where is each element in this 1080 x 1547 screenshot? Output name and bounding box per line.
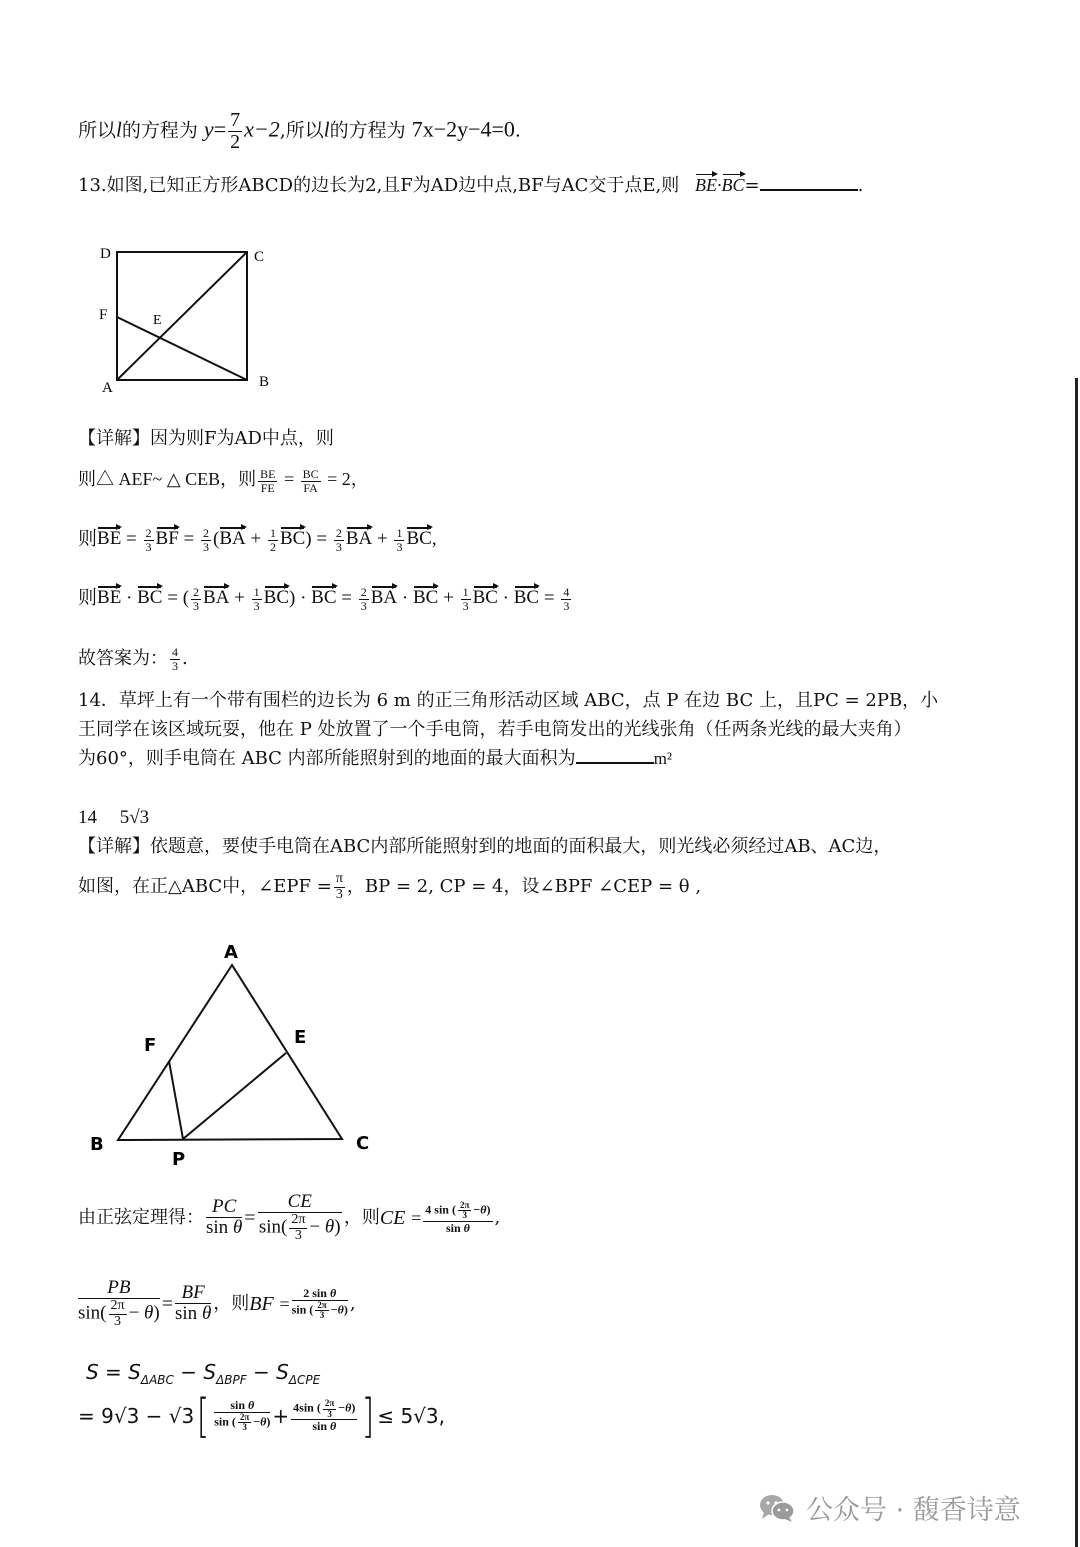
sine-law-line2: PB sin( $\frac{2\pi}{3}$ − θ) = $\frac{BF}{\text{sin θ}}$ ，则 BF = 2 sin θ sin ( $\frac{2\pi}{3}$ −θ) , xyxy=(78,1277,356,1329)
text: . xyxy=(857,175,864,196)
expr: 7x−2y−4=0 xyxy=(411,116,515,142)
question-number: 14 xyxy=(78,807,97,828)
text: 则 xyxy=(78,587,98,609)
question-text: 13.如图,已知正方形ABCD的边长为2,且F为AD边中点,BF与AC交于点E,则 xyxy=(78,175,680,196)
triangle-figure xyxy=(80,930,400,1180)
label-a: A xyxy=(224,942,238,963)
text: 【详解】因为则F为AD中点，则 xyxy=(78,428,334,449)
fraction: $\frac{BC}{FA}$ xyxy=(302,467,319,495)
text: = 2， xyxy=(327,469,369,490)
square-figure xyxy=(90,240,290,400)
question-14-line1 xyxy=(78,692,938,710)
text: 的方程为 xyxy=(329,119,406,142)
text: ≤ 5√3, xyxy=(377,1404,445,1428)
answer-blank xyxy=(576,762,654,764)
question-13 xyxy=(78,176,863,195)
text: 则△ AEF~ △ CEB，则 xyxy=(78,469,257,490)
subscript: ΔABC xyxy=(140,1373,174,1387)
fraction: $\frac{BF}{\text{sin θ}}$ xyxy=(175,1282,212,1325)
question-text: 王同学在该区域玩耍，他在 P 处放置了一个手电筒，若手电筒发出的光线张角（任两条光线的最大夹角） xyxy=(78,719,912,740)
var-y: y xyxy=(203,116,214,142)
solution-13-heading xyxy=(78,430,334,448)
question-14-line3 xyxy=(78,750,672,768)
solution-13-answer xyxy=(78,646,188,672)
prev-solution-line xyxy=(78,110,521,153)
watermark-text: 公众号 · 馥香诗意 xyxy=(806,1495,1021,1526)
solution-14-detail2 xyxy=(78,872,701,902)
var-l: l xyxy=(323,117,330,142)
fraction: 4sin ( $\frac{2\pi}{3}$ −θ) sin θ xyxy=(293,1398,356,1434)
label-c: C xyxy=(356,1133,370,1154)
fraction: $\frac{PC}{\text{sin θ}}$ xyxy=(206,1196,243,1239)
text: 所以 xyxy=(78,119,117,142)
area-line2: = 9√3 − √3 [ sin θ sin ( $\frac{2\pi}{3}$ −θ) + 4sin ( $\frac{2\pi}{3}$ −θ) sin θ ] ≤ 5√3, xyxy=(78,1389,445,1443)
unit: m² xyxy=(653,749,673,768)
var-l: l xyxy=(116,117,122,142)
fraction: $\frac{7}{2}$ xyxy=(230,109,241,153)
eq: = xyxy=(213,116,227,142)
question-14-line2 xyxy=(78,721,912,739)
text: ，则 xyxy=(213,1292,250,1314)
page-edge-line xyxy=(1075,378,1078,1547)
wechat-icon xyxy=(758,1493,796,1523)
fraction: $\frac{\pi}{3}$ xyxy=(335,871,343,902)
label-e: E xyxy=(153,313,162,328)
label-f: F xyxy=(99,307,108,323)
fraction: PB sin( $\frac{2\pi}{3}$ − θ) xyxy=(78,1277,160,1329)
vector-be: BE xyxy=(695,175,718,195)
label-c: C xyxy=(254,249,265,265)
vector-bc: BC xyxy=(721,175,745,195)
fraction: 2 sin θ sin ( $\frac{2\pi}{3}$ −θ) xyxy=(291,1285,348,1320)
watermark xyxy=(758,1488,1021,1527)
sine-law-line1: 由正弦定理得： $\frac{PC}{\text{sin θ}}$ = CE sin( $\frac{2\pi}{3}$ − θ) ，则 CE = 4 sin ( $\frac{2\pi}{3}$ −θ) sin θ , xyxy=(78,1191,501,1243)
label-b: B xyxy=(90,1134,104,1155)
fraction: sin θ sin ( $\frac{2\pi}{3}$ −θ) xyxy=(214,1398,271,1433)
question-text: 为60°，则手电筒在 ABC 内部所能照射到的地面的最大面积为 xyxy=(78,748,576,769)
answer-blank xyxy=(760,189,858,191)
text: 故答案为： xyxy=(78,648,168,670)
text: 由正弦定理得： xyxy=(78,1206,204,1228)
text: 则 xyxy=(78,528,98,550)
solution-14-answer xyxy=(78,808,149,827)
label-f: F xyxy=(144,1035,157,1056)
question-text: 14．草坪上有一个带有围栏的边长为 6 m 的正三角形活动区域 ABC，点 P 在边 BC 上，且PC = 2PB，小 xyxy=(78,690,939,711)
label-d: D xyxy=(100,246,111,262)
text: ,所以 xyxy=(279,119,324,142)
label-a: A xyxy=(102,380,113,396)
solution-14-detail1 xyxy=(78,838,891,856)
solution-13-line3: 则BE · BC = ( $\frac{2}{3}$ BA + $\frac{1}{3}$ BC) · BC = $\frac{2}{3}$ BA · BC + $\frac{1}{3}$ BC · BC = $\frac{4}{3}$ xyxy=(78,585,570,613)
fraction: $\frac{BE}{FE}$ xyxy=(260,467,276,495)
label-p: P xyxy=(172,1149,186,1170)
text: . xyxy=(182,648,188,670)
expr: x−2 xyxy=(244,116,280,142)
label-e: E xyxy=(294,1027,307,1048)
text: . xyxy=(514,119,521,142)
text: 【详解】依题意，要使手电筒在ABC内部所能照射到的地面的面积最大，则光线必须经过AB、AC边， xyxy=(78,836,892,857)
text: = 9√3 − √3 xyxy=(78,1404,195,1428)
subscript: ΔCPE xyxy=(288,1373,321,1387)
area-line1: $S = S_{\Delta ABC} - S_{\Delta BPF} - S_{\Delta CPE}$ xyxy=(86,1360,321,1387)
eq: = xyxy=(744,175,760,196)
dot: · xyxy=(717,175,722,195)
solution-13-line1: 则△ AEF~ △ CEB，则 $\frac{BE}{FE}$ = $\frac{BC}{FA}$ = 2， xyxy=(78,467,369,495)
fraction: CE sin( $\frac{2\pi}{3}$ − θ) xyxy=(258,1191,341,1243)
text: 的方程为 xyxy=(121,119,198,142)
fraction: 4 sin ( $\frac{2\pi}{3}$ −θ) sin θ xyxy=(425,1199,491,1235)
label-b: B xyxy=(259,374,270,390)
text: ，BP = 2, CP = 4，设∠BPF ∠CEP = θ , xyxy=(346,876,702,898)
answer-fraction: $\frac{4}{3}$ xyxy=(172,645,178,673)
answer-value: 5√3 xyxy=(119,807,150,828)
text: ，则 xyxy=(343,1206,380,1228)
solution-13-line2: 则BE = $\frac{2}{3}$ BF = $\frac{2}{3}$ (BA + $\frac{1}{2}$ BC) = $\frac{2}{3}$ BA + $\frac{1}{3}$ BC, xyxy=(78,526,437,554)
subscript: ΔBPF xyxy=(216,1373,247,1387)
text: S = S xyxy=(86,1360,141,1384)
text: 如图，在正△ABC中，∠EPF = xyxy=(78,876,332,898)
